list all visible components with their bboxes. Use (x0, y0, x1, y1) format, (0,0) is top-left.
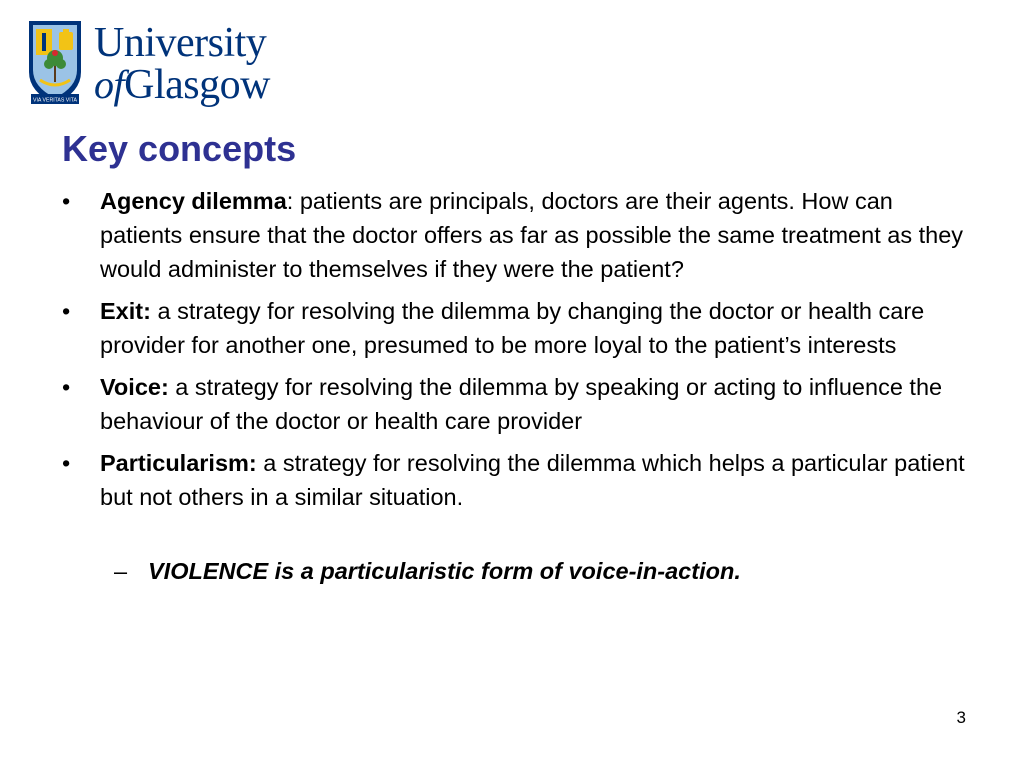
bullet-icon: • (62, 450, 71, 476)
university-crest-icon (28, 20, 82, 106)
bullet-text: a strategy for resolving the dilemma by changing the doctor or health care provider for another one, presumed to be more loyal to the patient’s interests (100, 298, 925, 358)
university-logo (28, 20, 298, 106)
bullet-list (62, 184, 972, 514)
page-number: 3 (956, 708, 966, 727)
bullet-particularism (62, 446, 972, 514)
wordmark-glasgow: Glasgow (124, 62, 270, 108)
sub-bullet-violence (114, 554, 972, 588)
bullet-term: Voice: (100, 374, 169, 400)
bullet-exit (62, 294, 972, 362)
slide-title: Key concepts (62, 128, 297, 169)
wordmark-glasgow-line (94, 64, 270, 106)
bullet-text: a strategy for resolving the dilemma by speaking or acting to influence the behaviour of the doctor or health care provider (100, 374, 943, 434)
bullet-term: Agency dilemma (100, 188, 287, 214)
bullet-text: : patients are principals, doctors are their agents. How can patients ensure that the doctor offers as far as possible the same treatment as they would administer to themselves if they were the patient? (100, 188, 964, 282)
crest-motto: VIA VERITAS VITA (33, 97, 77, 104)
bullet-icon: • (62, 374, 71, 400)
sub-bullet-text: VIOLENCE is a particularistic form of voice-in-action. (148, 558, 741, 584)
dash-icon: – (114, 558, 128, 584)
bullet-term: Exit: (100, 298, 151, 324)
bullet-agency-dilemma (62, 184, 972, 286)
slide-content (62, 184, 972, 588)
bullet-icon: • (62, 188, 71, 214)
university-wordmark (94, 22, 270, 106)
bullet-voice (62, 370, 972, 438)
wordmark-university: University (94, 20, 267, 66)
wordmark-of: of (94, 62, 125, 107)
bullet-icon: • (62, 298, 71, 324)
bullet-term: Particularism: (100, 450, 257, 476)
bullet-text: a strategy for resolving the dilemma which helps a particular patient but not others in a similar situation. (100, 450, 965, 510)
